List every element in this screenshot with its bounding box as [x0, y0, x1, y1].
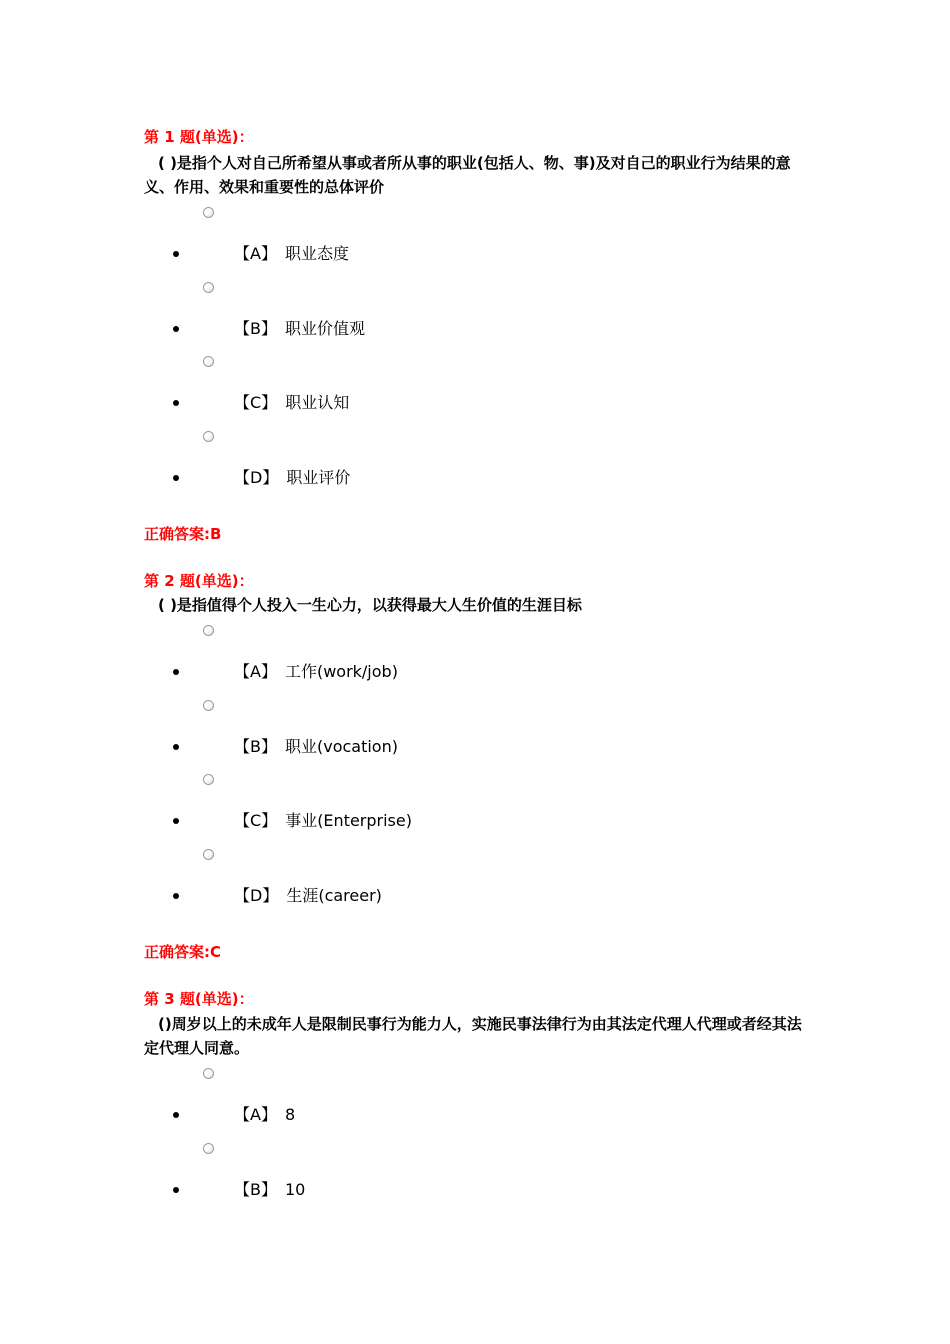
option-label: 事业(Enterprise) [285, 811, 412, 830]
option-letter: 【A】 [234, 244, 277, 263]
radio-q2-b[interactable] [203, 700, 214, 711]
option-q3-b[interactable] [234, 1179, 305, 1201]
option-q3-a[interactable] [234, 1104, 295, 1126]
radio-q3-b[interactable] [203, 1143, 214, 1154]
option-letter: 【C】 [234, 811, 278, 830]
option-label: 职业(vocation) [284, 737, 398, 756]
option-q1-c[interactable] [234, 392, 349, 414]
option-letter: 【B】 [234, 1180, 277, 1199]
bullet-icon [173, 1187, 179, 1193]
option-label: 8 [284, 1105, 296, 1124]
question-3-header: 第 3 题(单选)： [144, 990, 254, 1008]
option-q2-c[interactable] [234, 810, 412, 832]
option-letter: 【C】 [234, 393, 278, 412]
bullet-icon [173, 893, 179, 899]
option-label: 生涯(career) [286, 886, 382, 905]
question-1-text: ( )是指个人对自己所希望从事或者所从事的职业(包括人、物、事)及对自己的职业行为结果的意义、作用、效果和重要性的总体评价 [144, 154, 791, 196]
question-2-header: 第 2 题(单选)： [144, 572, 254, 590]
option-letter: 【A】 [234, 1105, 277, 1124]
bullet-icon [173, 326, 179, 332]
question-2-text: ( )是指值得个人投入一生心力，以获得最大人生价值的生涯目标 [158, 596, 582, 614]
option-letter: 【A】 [234, 662, 277, 681]
radio-q2-a[interactable] [203, 625, 214, 636]
option-letter: 【B】 [234, 319, 277, 338]
bullet-icon [173, 251, 179, 257]
question-3-text: ()周岁以上的未成年人是限制民事行为能力人，实施民事法律行为由其法定代理人代理或者经其法定代理人同意。 [144, 1015, 802, 1057]
option-label: 10 [284, 1180, 306, 1199]
option-label: 职业认知 [285, 393, 350, 412]
option-label: 职业价值观 [284, 319, 365, 338]
option-letter: 【B】 [234, 737, 277, 756]
option-q1-d[interactable] [234, 467, 350, 489]
bullet-icon [173, 400, 179, 406]
bullet-icon [173, 475, 179, 481]
option-q1-a[interactable] [234, 243, 349, 265]
radio-q2-c[interactable] [203, 774, 214, 785]
radio-q1-d[interactable] [203, 431, 214, 442]
option-label: 职业态度 [284, 244, 349, 263]
option-label: 职业评价 [286, 468, 351, 487]
radio-q3-a[interactable] [203, 1068, 214, 1079]
bullet-icon [173, 818, 179, 824]
option-q2-a[interactable] [234, 661, 398, 683]
bullet-icon [173, 744, 179, 750]
option-letter: 【D】 [234, 468, 279, 487]
answer-q2: 正确答案:C [144, 943, 222, 961]
bullet-icon [173, 669, 179, 675]
radio-q2-d[interactable] [203, 849, 214, 860]
option-q2-d[interactable] [234, 885, 382, 907]
question-1-header: 第 1 题(单选)： [144, 128, 254, 146]
radio-q1-b[interactable] [203, 282, 214, 293]
option-label: 工作(work/job) [284, 662, 398, 681]
answer-q1: 正确答案:B [144, 525, 222, 543]
bullet-icon [173, 1112, 179, 1118]
option-letter: 【D】 [234, 886, 279, 905]
radio-q1-a[interactable] [203, 207, 214, 218]
option-q2-b[interactable] [234, 736, 398, 758]
option-q1-b[interactable] [234, 318, 365, 340]
radio-q1-c[interactable] [203, 356, 214, 367]
